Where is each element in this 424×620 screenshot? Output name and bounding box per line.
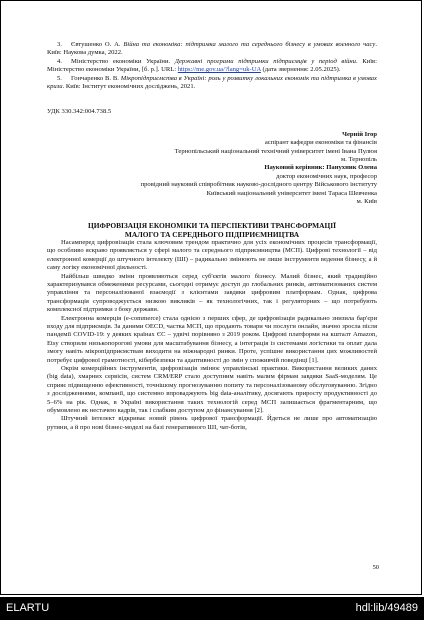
body-paragraph: Найбільш швидко зміни проявляються серед суб'єктів малого бізнесу. Малий бізнес, який традиційно характеризувався обмеженими ресурсами, сьогодні отримує доступ до глобальних ринків, автоматизованих систем управління та персоналізованої взаємодії з клієнтами завдяки цифровим платформам. Однак, цифрова трансформація супроводжується низкою викликів – як технологічних, так і регуляторних – що потребують комплексної підтримки з боку держави. <box>47 272 377 314</box>
document-page <box>47 41 377 432</box>
reference-item: 4. Міністерство економіки України. Державні програми підтримки підприємців у період війни. Київ: Міністерство економіки України, [б. р.]. URL: https://me.gov.ua/?lang=uk-UA (дата звернення: 2.05.2025). <box>47 57 377 74</box>
article-title: ЦИФРОВІЗАЦІЯ ЕКОНОМІКИ ТА ПЕРСПЕКТИВИ ТРАНСФОРМАЦІЇ МАЛОГО ТА СЕРЕДНЬОГО ПІДПРИЄМНИЦТВА <box>88 220 336 239</box>
repository-name: ELARTU <box>6 602 50 614</box>
handle-id: hdl:lib/49489 <box>355 602 418 614</box>
supervisor-degree: доктор економічних наук, професор <box>276 172 377 180</box>
reference-item: 5. Гончаренко В. В. Мікропідприємства в Україні: роль у розвитку локальних економік та підтримка в умовах кризи. Київ: Інститут економічних досліджень, 2021. <box>47 74 377 91</box>
udc-code: УДК 330.342:004.738.5 <box>47 108 112 116</box>
author-university: Тернопільський національний технічний університет імені Івана Пулюя <box>174 147 377 155</box>
supervisor-city: м. Київ <box>356 198 377 206</box>
body-paragraph: Штучний інтелект відкриває новий рівень цифрової трансформації. Йдеться не лише про автоматизацію рутини, а й про нові бізнес-моделі на базі генеративного ШІ, чат-ботів, <box>47 415 377 431</box>
body-paragraph: Окрім комерційних інструментів, цифровізація змінює управлінські практики. Використання великих даних (big data), хмарних сервісів, систем CRM/ERP стало доступним навіть малим фірмам завдяки SaaS-моделям. Це сприяє підвищенню ефективності, точнішому прогнозуванню попиту та персоналізованому обслуговуванню. Згідно з дослідженнями, компанії, що системно впроваджують big data-аналітику, досягають приросту продуктивності до 5–6% на рік. Однак, в Україні використання таких технологій серед МСП залишається фрагментарним, що обумовлено як нестачею кадрів, так і слабким доступом до фінансування [2]. <box>47 365 377 415</box>
supervisor-label: Науковий керівник: Панухник Олена <box>264 164 377 172</box>
reference-item: 3. Євтушенко О. А. Війна та економіка: підтримка малого та середнього бізнесу в умовах воєнного часу. Київ: Наукова думка, 2022. <box>47 41 377 57</box>
supervisor-position: провідний науковий співробітник науково-дослідного центру Військового інституту <box>140 181 377 189</box>
article-body <box>47 239 377 432</box>
body-paragraph: Насамперед цифровізація стала ключовим трендом практично для усіх економічних процесів трансформації, що особливо яскраво проявляється у сфері малого та середнього підприємництва (МСП). Цифрові технології – від електронної комерції до штучного інтелекту (ШІ) – радикально змінюють не лише інструменти ведення бізнесу, а й саму логіку економічної діяльності. <box>47 238 377 272</box>
repository-footer <box>0 597 424 620</box>
reference-list <box>47 41 377 91</box>
author-position: аспірант кафедри економіки та фінансів <box>264 139 377 147</box>
supervisor-university: Київський національний університет імені Тараса Шевченка <box>206 189 377 197</box>
page-number: 50 <box>372 564 379 571</box>
author-block <box>47 131 377 207</box>
body-paragraph: Електронна комерція (e-commerce) стала однією з перших сфер, де цифровізація радикально знизила бар'єри входу для підприємців. За даними OECD, частка МСП, що продають товари чи послуги онлайн, значно зросла після пандемії COVID-19: у деяких країнах ЄС – удвічі порівняно з 2019 роком. Цифрові платформи на кшталт Amazon, Etsy створили низькопорогові умови для масштабування бізнесу, а інтеграція із системами логістики та оплат дала змогу навіть мікропідприємствам виходити на міжнародні ринки. Проте, успішне використання цих можливостей потребує цифрової грамотності, кібербезпеки та адаптивності до змін у споживчій поведінці [1]. <box>47 314 377 364</box>
reference-link[interactable]: https://me.gov.ua/?lang=uk-UA <box>177 66 261 74</box>
author-name: Черній Ігор <box>342 130 377 138</box>
author-city: м. Тернопіль <box>341 156 377 164</box>
